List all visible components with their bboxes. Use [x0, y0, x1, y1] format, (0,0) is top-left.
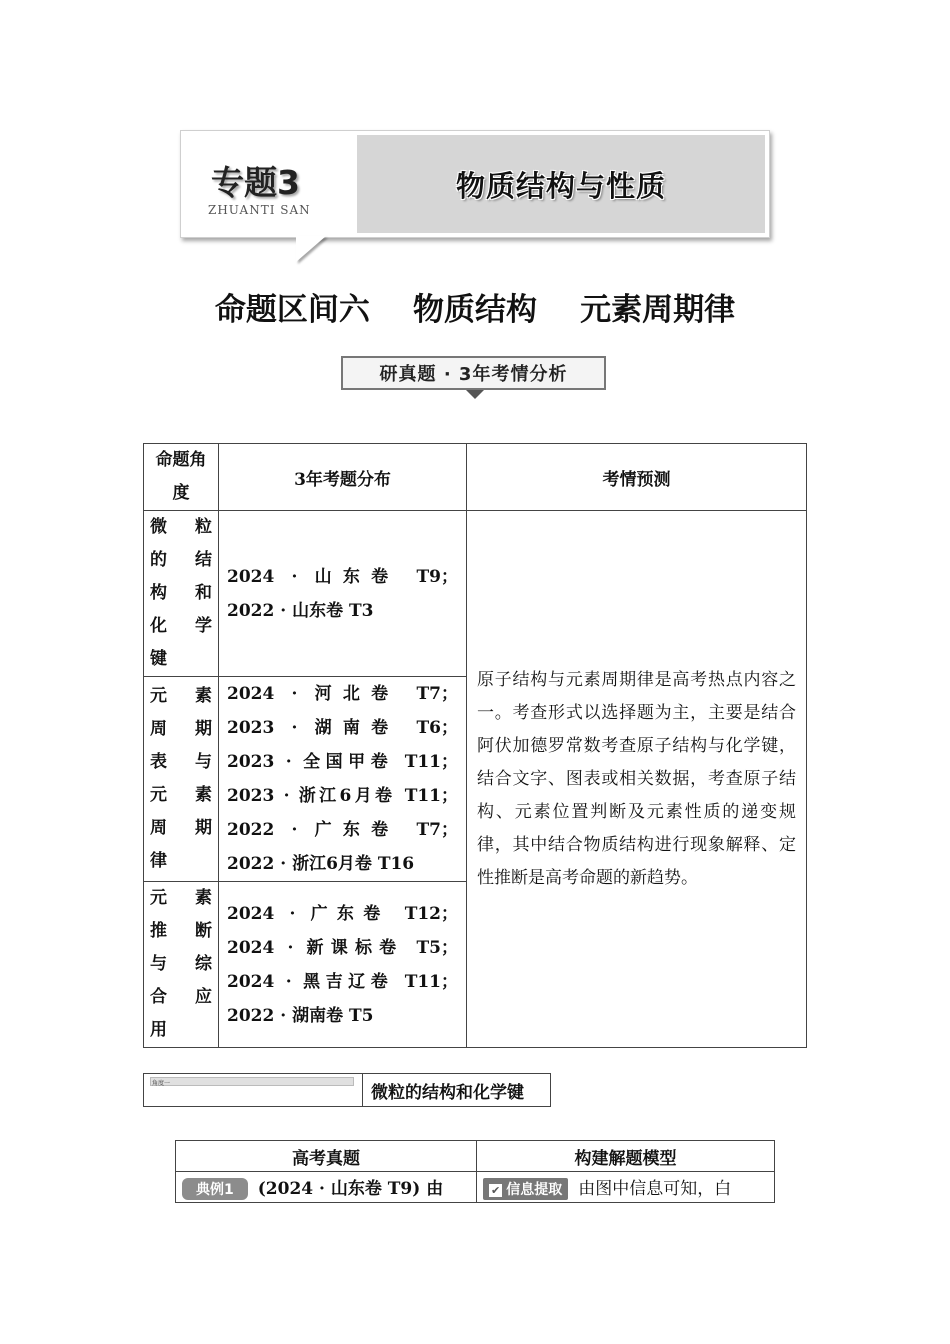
angle-cell: 元素 推断 与综 合应 用	[144, 882, 219, 1048]
distribution-cell: 2024 · 广东卷 T12； 2024 · 新课标卷 T5； 2024 · 黑吉辽卷 T11； 2022 · 湖南卷 T5	[219, 882, 467, 1048]
banner-subtitle: ZHUANTI SAN	[208, 203, 311, 217]
table-row	[176, 1172, 775, 1203]
section-title: 命题区间六 物质结构 元素周期律	[214, 292, 736, 328]
table-row	[144, 511, 807, 677]
info-cell	[477, 1172, 775, 1203]
prediction-cell: 原子结构与元素周期律是高考热点内容之一。考查形式以选择题为主，主要是结合阿伏加德罗常数考查原子结构与化学键，结合文字、图表或相关数据，考查原子结构、元素位置判断及元素性质的递变规律，其中结合物质结构进行现象解释、定性推断是高考命题的新趋势。	[467, 511, 807, 1048]
angle-cell: 微粒 的结 构和 化学 键	[144, 511, 219, 677]
info-chip	[483, 1178, 568, 1200]
table-header-row	[176, 1141, 775, 1172]
banner-topic-panel	[357, 135, 765, 233]
distribution-cell: 2024 · 河北卷 T7； 2023 · 湖南卷 T6； 2023 · 全国甲卷 T11； 2023 · 浙江6月卷 T11； 2022 · 广东卷 T7； 2022 · 浙江6月卷 T16	[219, 677, 467, 882]
header-distribution: 3年考题分布	[219, 444, 467, 511]
header-angle: 命题角度	[144, 444, 219, 511]
banner-topic: 物质结构与性质	[455, 168, 666, 203]
angle-tag: 角度一	[152, 1080, 171, 1087]
example-text: (2024 · 山东卷 T9) 由	[257, 1178, 444, 1199]
info-chip-label: 信息提取	[506, 1182, 563, 1199]
exam-analysis-table	[143, 443, 807, 1048]
angle-label-text: 微粒的结构和化学键	[371, 1082, 524, 1103]
example-chip: 典例1	[182, 1178, 248, 1200]
banner-tail	[296, 236, 326, 262]
distribution-cell: 2024 · 山东卷 T9； 2022 · 山东卷 T3	[219, 511, 467, 677]
check-icon: ✔	[491, 1184, 501, 1198]
info-text: 由图中信息可知，白	[578, 1178, 732, 1199]
table-header-row	[144, 444, 807, 511]
header-exam: 高考真题	[176, 1141, 477, 1172]
angle-cell: 元素 周期 表与 元素 周期 律	[144, 677, 219, 882]
topic-banner	[180, 130, 770, 238]
angle-tag-bar	[150, 1077, 354, 1086]
pill-arrow-icon	[466, 390, 484, 399]
header-model: 构建解题模型	[477, 1141, 775, 1172]
angle-tag-area	[144, 1074, 363, 1106]
banner-title: 专题3	[211, 163, 300, 202]
exam-model-table	[175, 1140, 775, 1203]
angle-label	[143, 1073, 551, 1107]
example-cell	[176, 1172, 477, 1203]
header-prediction: 考情预测	[467, 444, 807, 511]
analysis-pill	[341, 356, 606, 390]
analysis-pill-label: 研真题 · 3年考情分析	[379, 364, 568, 385]
